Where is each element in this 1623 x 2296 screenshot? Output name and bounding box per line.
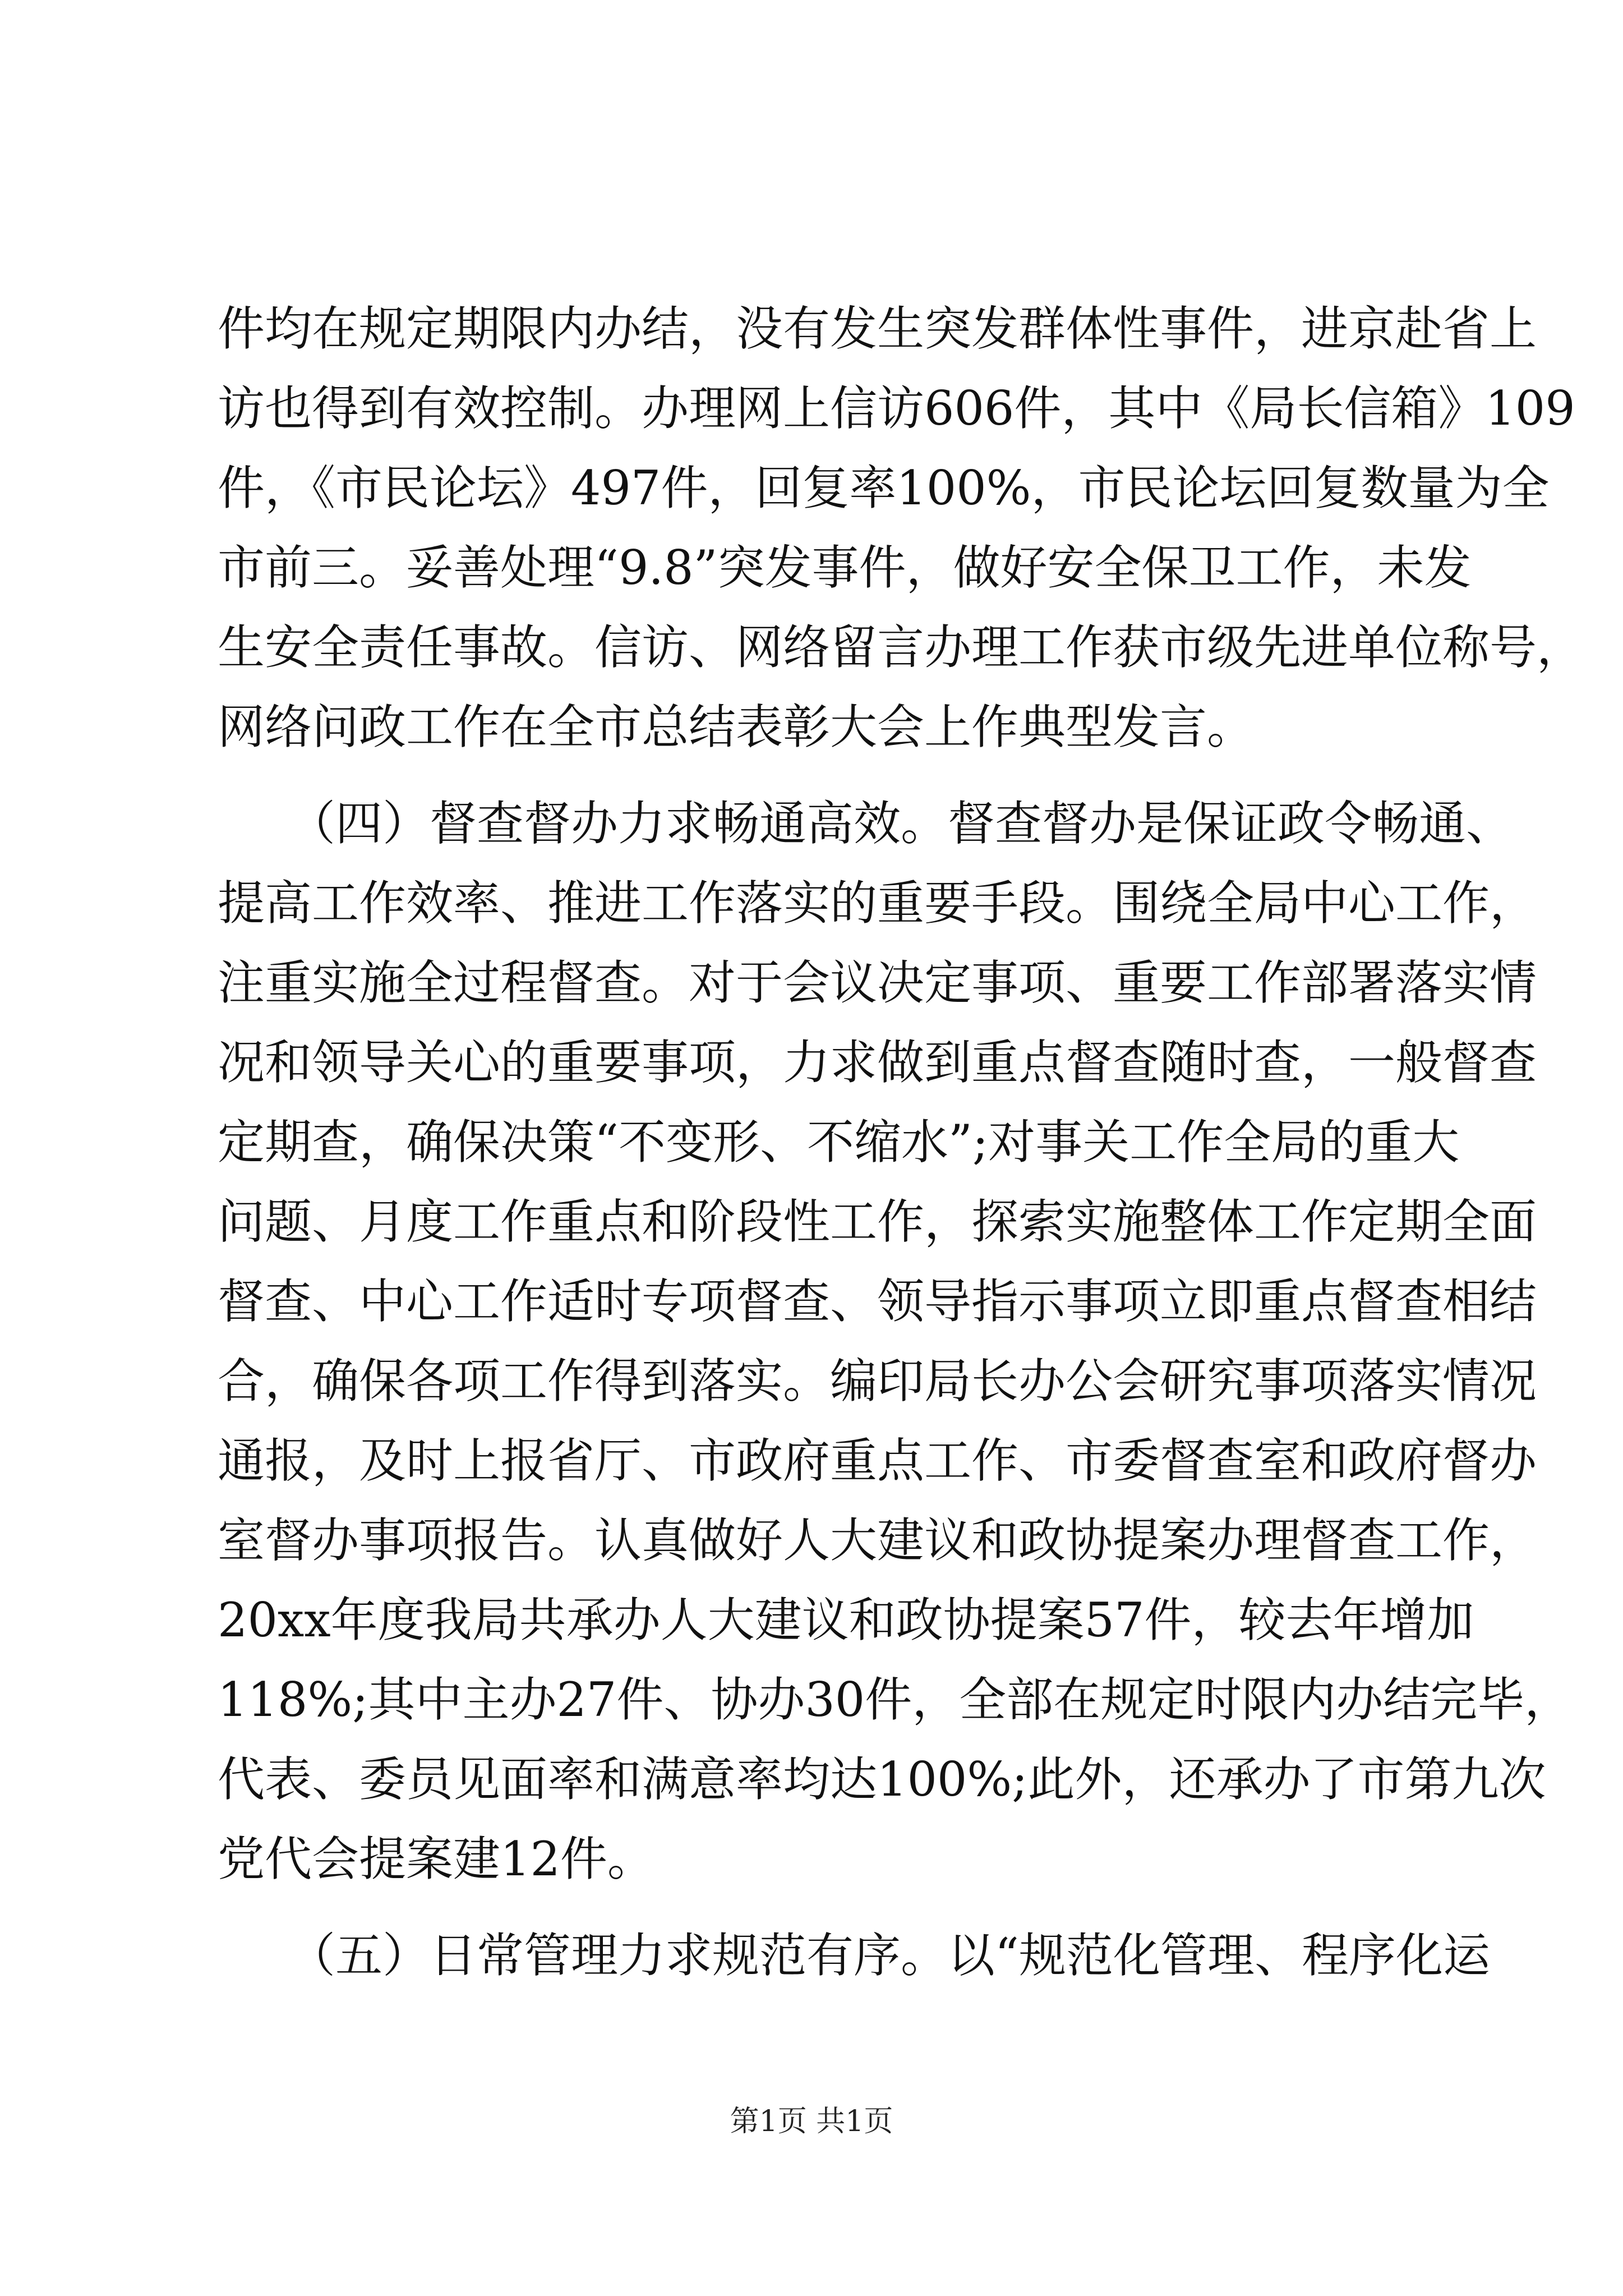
- text-line: 室督办事项报告。认真做好人大建议和政协提案办理督查工作，: [218, 1513, 1537, 1568]
- text-line: （五）日常管理力求规范有序。以“规范化管理、程序化运: [218, 1928, 1490, 1983]
- text-line: 访也得到有效控制。办理网上信访606件，其中《局长信箱》109: [218, 381, 1575, 436]
- text-line: 注重实施全过程督查。对于会议决定事项、重要工作部署落实情: [218, 955, 1537, 1010]
- text-line: 合，确保各项工作得到落实。编印局长办公会研究事项落实情况: [218, 1354, 1537, 1409]
- text-line: 提高工作效率、推进工作落实的重要手段。围绕全局中心工作，: [218, 876, 1537, 931]
- text-line: 件，《市民论坛》497件，回复率100%，市民论坛回复数量为全: [218, 461, 1550, 516]
- paragraph-gap: [218, 767, 1418, 784]
- text-line: 问题、月度工作重点和阶段性工作，探索实施整体工作定期全面: [218, 1194, 1537, 1249]
- text-line: （四）督查督办力求畅通高效。督查督办是保证政令畅通、: [218, 796, 1514, 851]
- page-footer: 第1页 共1页: [730, 2105, 893, 2138]
- paragraph-gap: [218, 1899, 1418, 1916]
- text-line: 网络问政工作在全市总结表彰大会上作典型发言。: [218, 700, 1255, 754]
- text-line: 督查、中心工作适时专项督查、领导指示事项立即重点督查相结: [218, 1274, 1537, 1329]
- text-line: 20xx年度我局共承办人大建议和政协提案57件，较去年增加: [218, 1593, 1474, 1648]
- text-line: 件均在规定期限内办结，没有发生突发群体性事件，进京赴省上: [218, 301, 1537, 356]
- text-line: 况和领导关心的重要事项，力求做到重点督查随时查，一般督查: [218, 1035, 1537, 1090]
- text-line: 118%;其中主办27件、协办30件，全部在规定时限内办结完毕，: [218, 1672, 1572, 1727]
- text-line: 代表、委员见面率和满意率均达100%;此外，还承办了市第九次: [218, 1752, 1546, 1807]
- text-line: 通报，及时上报省厅、市政府重点工作、市委督查室和政府督办: [218, 1433, 1537, 1488]
- text-line: 市前三。妥善处理“9.8”突发事件，做好安全保卫工作，未发: [218, 540, 1472, 595]
- text-line: 党代会提案建12件。: [218, 1832, 654, 1887]
- document-body: [218, 289, 1584, 1995]
- text-line: 定期查，确保决策“不变形、不缩水”;对事关工作全局的重大: [218, 1115, 1460, 1170]
- text-line: 生安全责任事故。信访、网络留言办理工作获市级先进单位称号，: [218, 620, 1584, 675]
